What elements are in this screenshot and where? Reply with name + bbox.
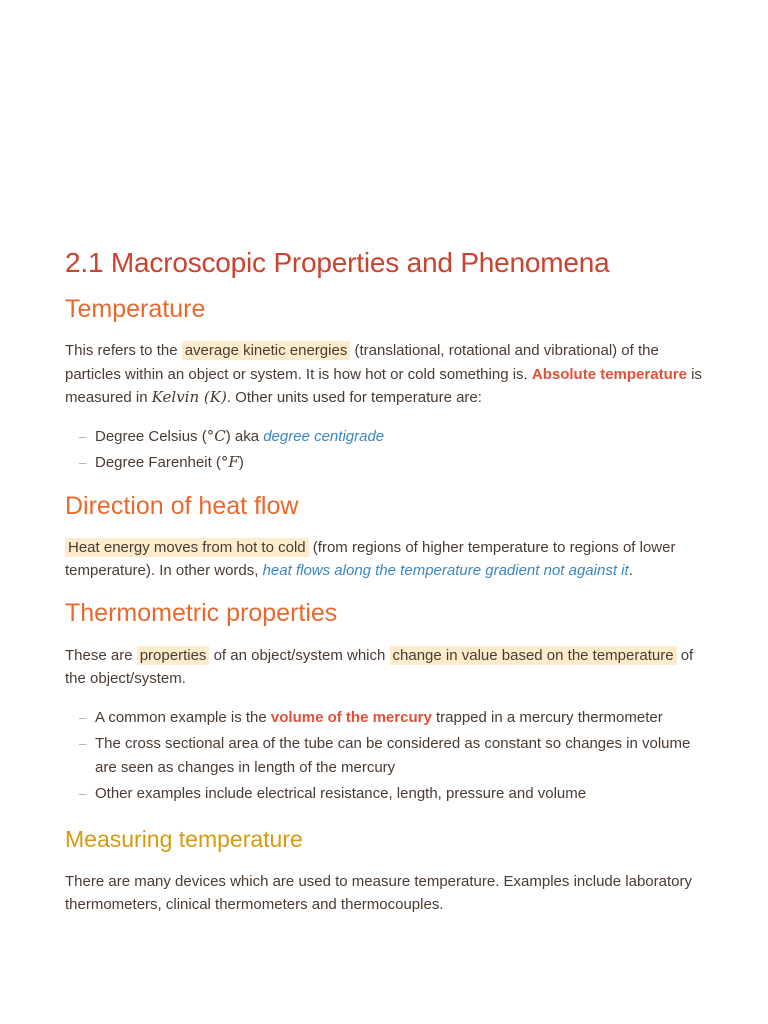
measuring-paragraph: There are many devices which are used to measure temperature. Examples include laboratory thermometers, clinical thermometers and thermocouples. [65, 872, 692, 913]
highlight-properties: properties [137, 646, 210, 665]
text-span: of the object/system. [65, 646, 694, 687]
thermometric-examples-list [65, 706, 710, 806]
heading-thermometric-properties: Thermometric properties [65, 598, 338, 627]
temperature-paragraph [65, 339, 710, 410]
highlight-average-kinetic-energies: average kinetic energies [182, 341, 351, 360]
list-item [65, 425, 710, 449]
math-farenheit: °F [220, 453, 239, 471]
highlight-heat-energy: Heat energy moves from hot to cold [65, 538, 309, 557]
text-span: Degree Celsius ( [95, 427, 207, 445]
text-span: Degree Farenheit ( [95, 454, 221, 471]
temperature-units-list [65, 425, 710, 475]
text-span: (translational, rotational and vibrational) of the particles within an object or system. It is how hot or cold something is. [65, 342, 659, 383]
page-title: 2.1 Macroscopic Properties and Phenomena [65, 247, 610, 278]
text-span: of an object/system which [209, 646, 390, 664]
list-item: – Other examples include electrical resistance, length, pressure and volume [65, 782, 710, 806]
list-item [65, 706, 710, 730]
emphasis-volume-of-mercury: volume of the mercury [270, 708, 432, 726]
text-span: These are [65, 646, 137, 664]
list-item: – The cross sectional area of the tube can be considered as constant so changes in volume are seen as changes in length of the mercury [65, 732, 710, 779]
text-span: A common example is the [95, 708, 271, 726]
text-span: (from regions of higher temperature to regions of lower temperature). In other words, [65, 538, 676, 579]
text-span: . [628, 562, 633, 579]
list-item [65, 451, 710, 475]
highlight-change-in-value: change in value based on the temperature [390, 646, 677, 665]
heading-measuring-temperature: Measuring temperature [65, 825, 303, 852]
emphasis-absolute-temperature: Absolute temperature [531, 365, 687, 383]
link-heat-flows[interactable]: heat flows along the temperature gradient not against it [262, 562, 629, 579]
text-span: is measured in [65, 365, 702, 406]
heading-direction-of-heat-flow: Direction of heat flow [65, 491, 299, 520]
text-span: This refers to the [65, 342, 182, 359]
text-span: trapped in a mercury thermometer [431, 708, 663, 726]
text-span: . Other units used for temperature are: [226, 389, 482, 406]
link-degree-centigrade[interactable]: degree centigrade [263, 427, 385, 445]
math-celsius: °C [206, 426, 226, 445]
thermometric-paragraph [65, 644, 710, 691]
content-area [65, 244, 710, 917]
text-span: ) [238, 454, 244, 471]
heading-temperature: Temperature [65, 295, 206, 323]
text-span: ) aka [225, 427, 264, 445]
heat-flow-paragraph [65, 536, 710, 583]
math-kelvin: Kelvin (K) [151, 388, 227, 406]
